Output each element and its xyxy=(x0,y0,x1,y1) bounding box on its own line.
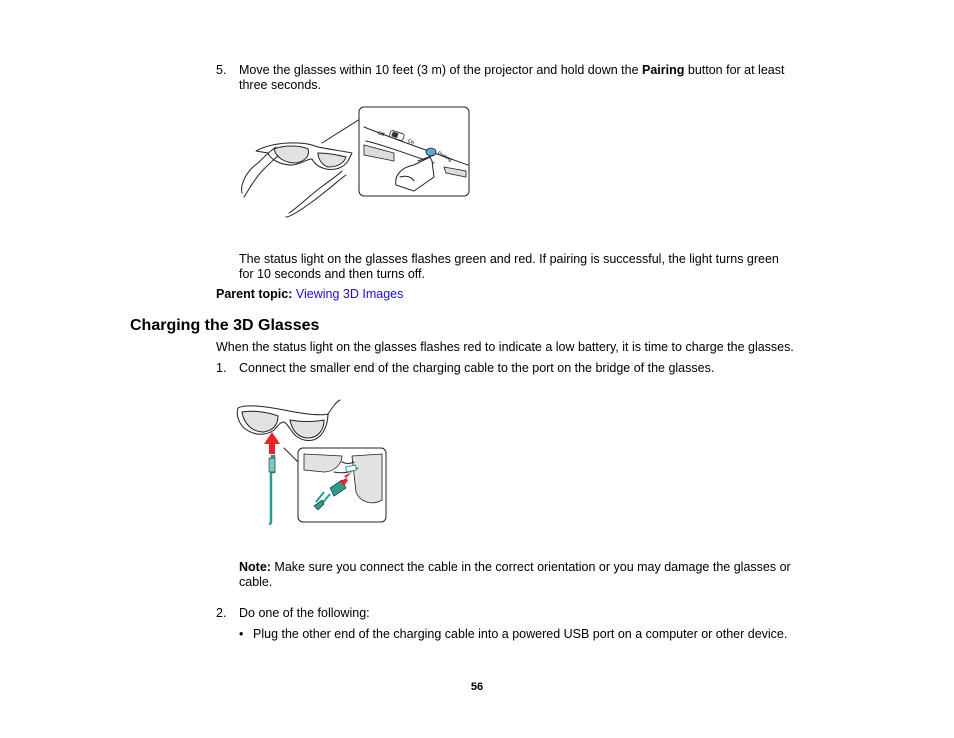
parent-topic xyxy=(216,287,403,302)
step-text-before: Move the glasses within 10 feet (3 m) of the projector and hold down the xyxy=(239,63,643,77)
pairing-illustration xyxy=(234,105,474,220)
glasses-drawing xyxy=(242,143,352,217)
step-text: Connect the smaller end of the charging cable to the port on the bridge of the glasses. xyxy=(239,361,715,375)
note-line2: cable. xyxy=(239,575,273,589)
pairing-button xyxy=(426,148,436,156)
step-number: 5. xyxy=(216,63,227,77)
bullet-text: Plug the other end of the charging cable into a powered USB port on a computer or other device. xyxy=(253,627,788,641)
note-text: Make sure you connect the cable in the correct orientation or you may damage the glasses or xyxy=(270,560,791,574)
step-text-line2: three seconds. xyxy=(239,78,321,92)
note xyxy=(239,560,839,590)
status-line1: The status light on the glasses flashes green and red. If pairing is successful, the light turns green xyxy=(239,252,779,266)
pairing-button-label: Pairing xyxy=(436,150,453,164)
callout-pointer xyxy=(322,119,360,153)
arrow-up-icon xyxy=(264,432,280,454)
page-number: 56 xyxy=(470,681,484,693)
step-number: 1. xyxy=(216,361,227,375)
status-description xyxy=(239,252,839,282)
switch-off-label: Off xyxy=(376,130,385,139)
parent-topic-label: Parent topic: xyxy=(216,287,293,301)
section-intro: When the status light on the glasses flashes red to indicate a low battery, it is time to charge the glasses. xyxy=(216,340,794,354)
bullet-mark: • xyxy=(239,627,244,641)
charging-illustration xyxy=(234,392,394,532)
step-text: Do one of the following: xyxy=(239,606,370,620)
step-number: 2. xyxy=(216,606,227,620)
callout-pointer xyxy=(284,448,298,492)
glasses-front-drawing xyxy=(237,400,340,441)
status-line2: for 10 seconds and then turns off. xyxy=(239,267,426,281)
note-label: Note: xyxy=(239,560,271,574)
parent-topic-link[interactable]: Viewing 3D Images xyxy=(295,287,404,301)
section-heading: Charging the 3D Glasses xyxy=(130,317,320,334)
pairing-bold: Pairing xyxy=(642,63,685,77)
step-text-after: button for at least xyxy=(684,63,785,77)
step-text xyxy=(239,63,839,93)
switch-on-label: On xyxy=(406,138,416,147)
